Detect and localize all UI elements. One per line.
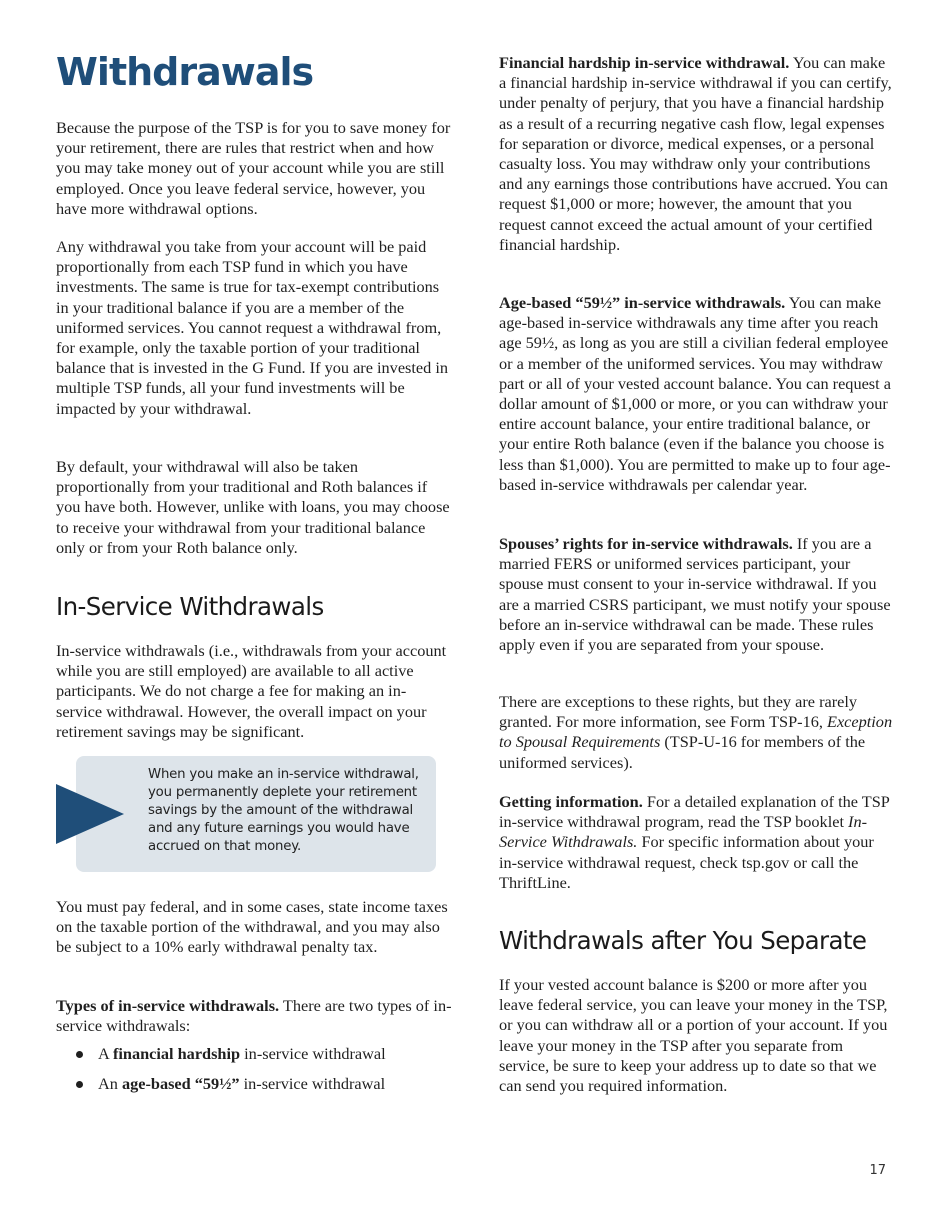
proportional-paragraph: Any withdrawal you take from your account will be paid proportionally from each TSP fund in which you have investments. The same is true for tax-exempt contributions in your traditional balance if you are a member of the uniformed services. You cannot request a withdrawal from, for example, only the taxable portion of your traditional balance that is invested in the G Fund. If you are invested in multiple TSP funds, all your fund investments will be impacted by your withdrawal. <box>56 237 449 418</box>
tax-paragraph: You must pay federal, and in some cases, state income taxes on the taxable portion of the withdrawal, and you may also be subject to a 10% early withdrawal penalty tax. <box>56 897 448 957</box>
list-item: An age-based “59½” in-service withdrawal <box>56 1074 452 1104</box>
types-text: There are two types of in-service withdrawals: <box>56 996 452 1036</box>
types-paragraph <box>56 996 452 1036</box>
age-based-paragraph: Age-based “59½” in-service withdrawals. You can make age-based in-service withdrawals any time after you reach age 59½, as long as you are still a civilian federal employee or a member of the uniformed services. You may withdraw part or all of your vested account balance. You can request a dollar amount of $1,000 or more, or you can withdraw your entire account balance, your entire traditional balance, or your entire Roth balance (even if the balance you choose is less than $1,000). You are permitted to make up to four age-based in-service withdrawals per calendar year. <box>499 293 891 494</box>
after-separate-heading: Withdrawals after You Separate <box>499 926 867 955</box>
spouses-rights-paragraph: Spouses’ rights for in-service withdrawals. If you are a married FERS or uniformed services participant, your spouse must consent to your in-service withdrawal. If you are a married CSRS participant, we must notify your spouse before an in-service withdrawal can be made. These rules apply even if you are separated from your spouse. <box>499 534 891 655</box>
types-lead: Types of in-service withdrawals. <box>56 996 280 1015</box>
spouses-rights-lead: Spouses’ rights for in-service withdrawals. <box>499 534 793 553</box>
bullet-icon <box>76 1051 83 1058</box>
page-number: 17 <box>869 1163 886 1178</box>
age-based-lead: Age-based “59½” in-service withdrawals. <box>499 293 786 312</box>
in-service-heading: In-Service Withdrawals <box>56 592 324 621</box>
intro-paragraph: Because the purpose of the TSP is for you to save money for your retirement, there are rules that restrict when and how you may take money out of your account while you are still employed. Once you leave federal service, however, you have more withdrawal options. <box>56 118 451 218</box>
withdrawal-types-list <box>56 1044 452 1104</box>
in-service-paragraph: In-service withdrawals (i.e., withdrawals from your account while you are still employed) are available to all active participants. We do not charge a fee for making an in-service withdrawal. However, the overall impact on your retirement savings may be significant. <box>56 641 447 741</box>
hardship-paragraph: Financial hardship in-service withdrawal. You can make a financial hardship in-service withdrawal if you can certify, under penalty of perjury, that you have a financial hardship as a result of a recurring negative cash flow, legal expenses for separation or divorce, medical expenses, or a personal casualty loss. You may withdraw only your contributions and any earnings those contributions have accrued. You can request $1,000 or more; however, the amount that you request cannot exceed the actual amount of your certified financial hardship. <box>499 53 892 254</box>
exceptions-paragraph: There are exceptions to these rights, but they are rarely granted. For more information, see Form TSP-16, Exception to Spousal Requirements (TSP-U-16 for members of the uniformed services). <box>499 692 893 772</box>
getting-information-lead: Getting information. <box>499 792 643 811</box>
after-separate-paragraph: If your vested account balance is $200 or more after you leave federal service, you can leave your money in the TSP, or you can withdraw all or a portion of your account. If you leave your money in the TSP after you separate from service, be sure to keep your address up to date so that we can send you required information. <box>499 975 888 1096</box>
page-title: Withdrawals <box>56 50 314 94</box>
list-item: A financial hardship in-service withdrawal <box>56 1044 452 1074</box>
form-title: Exception to Spousal Requirements <box>499 712 893 752</box>
hardship-lead: Financial hardship in-service withdrawal. <box>499 53 790 72</box>
callout-arrow-icon <box>56 784 124 844</box>
booklet-title: In-Service Withdrawals. <box>499 812 868 852</box>
callout-text: When you make an in-service withdrawal, you permanently deplete your retirement savings by the amount of the withdrawal and any future earnings you would have accrued on that money. <box>148 767 419 854</box>
getting-information-paragraph: Getting information. For a detailed explanation of the TSP in-service withdrawal program, read the TSP booklet In-Service Withdrawals. For specific information about your in-service withdrawal request, check tsp.gov or call the ThriftLine. <box>499 792 890 892</box>
default-paragraph: By default, your withdrawal will also be taken proportionally from your traditional and Roth balances if you have both. However, unlike with loans, you may choose to receive your withdrawal from your traditional balance only or from your Roth balance only. <box>56 457 450 557</box>
bullet-icon <box>76 1081 83 1088</box>
